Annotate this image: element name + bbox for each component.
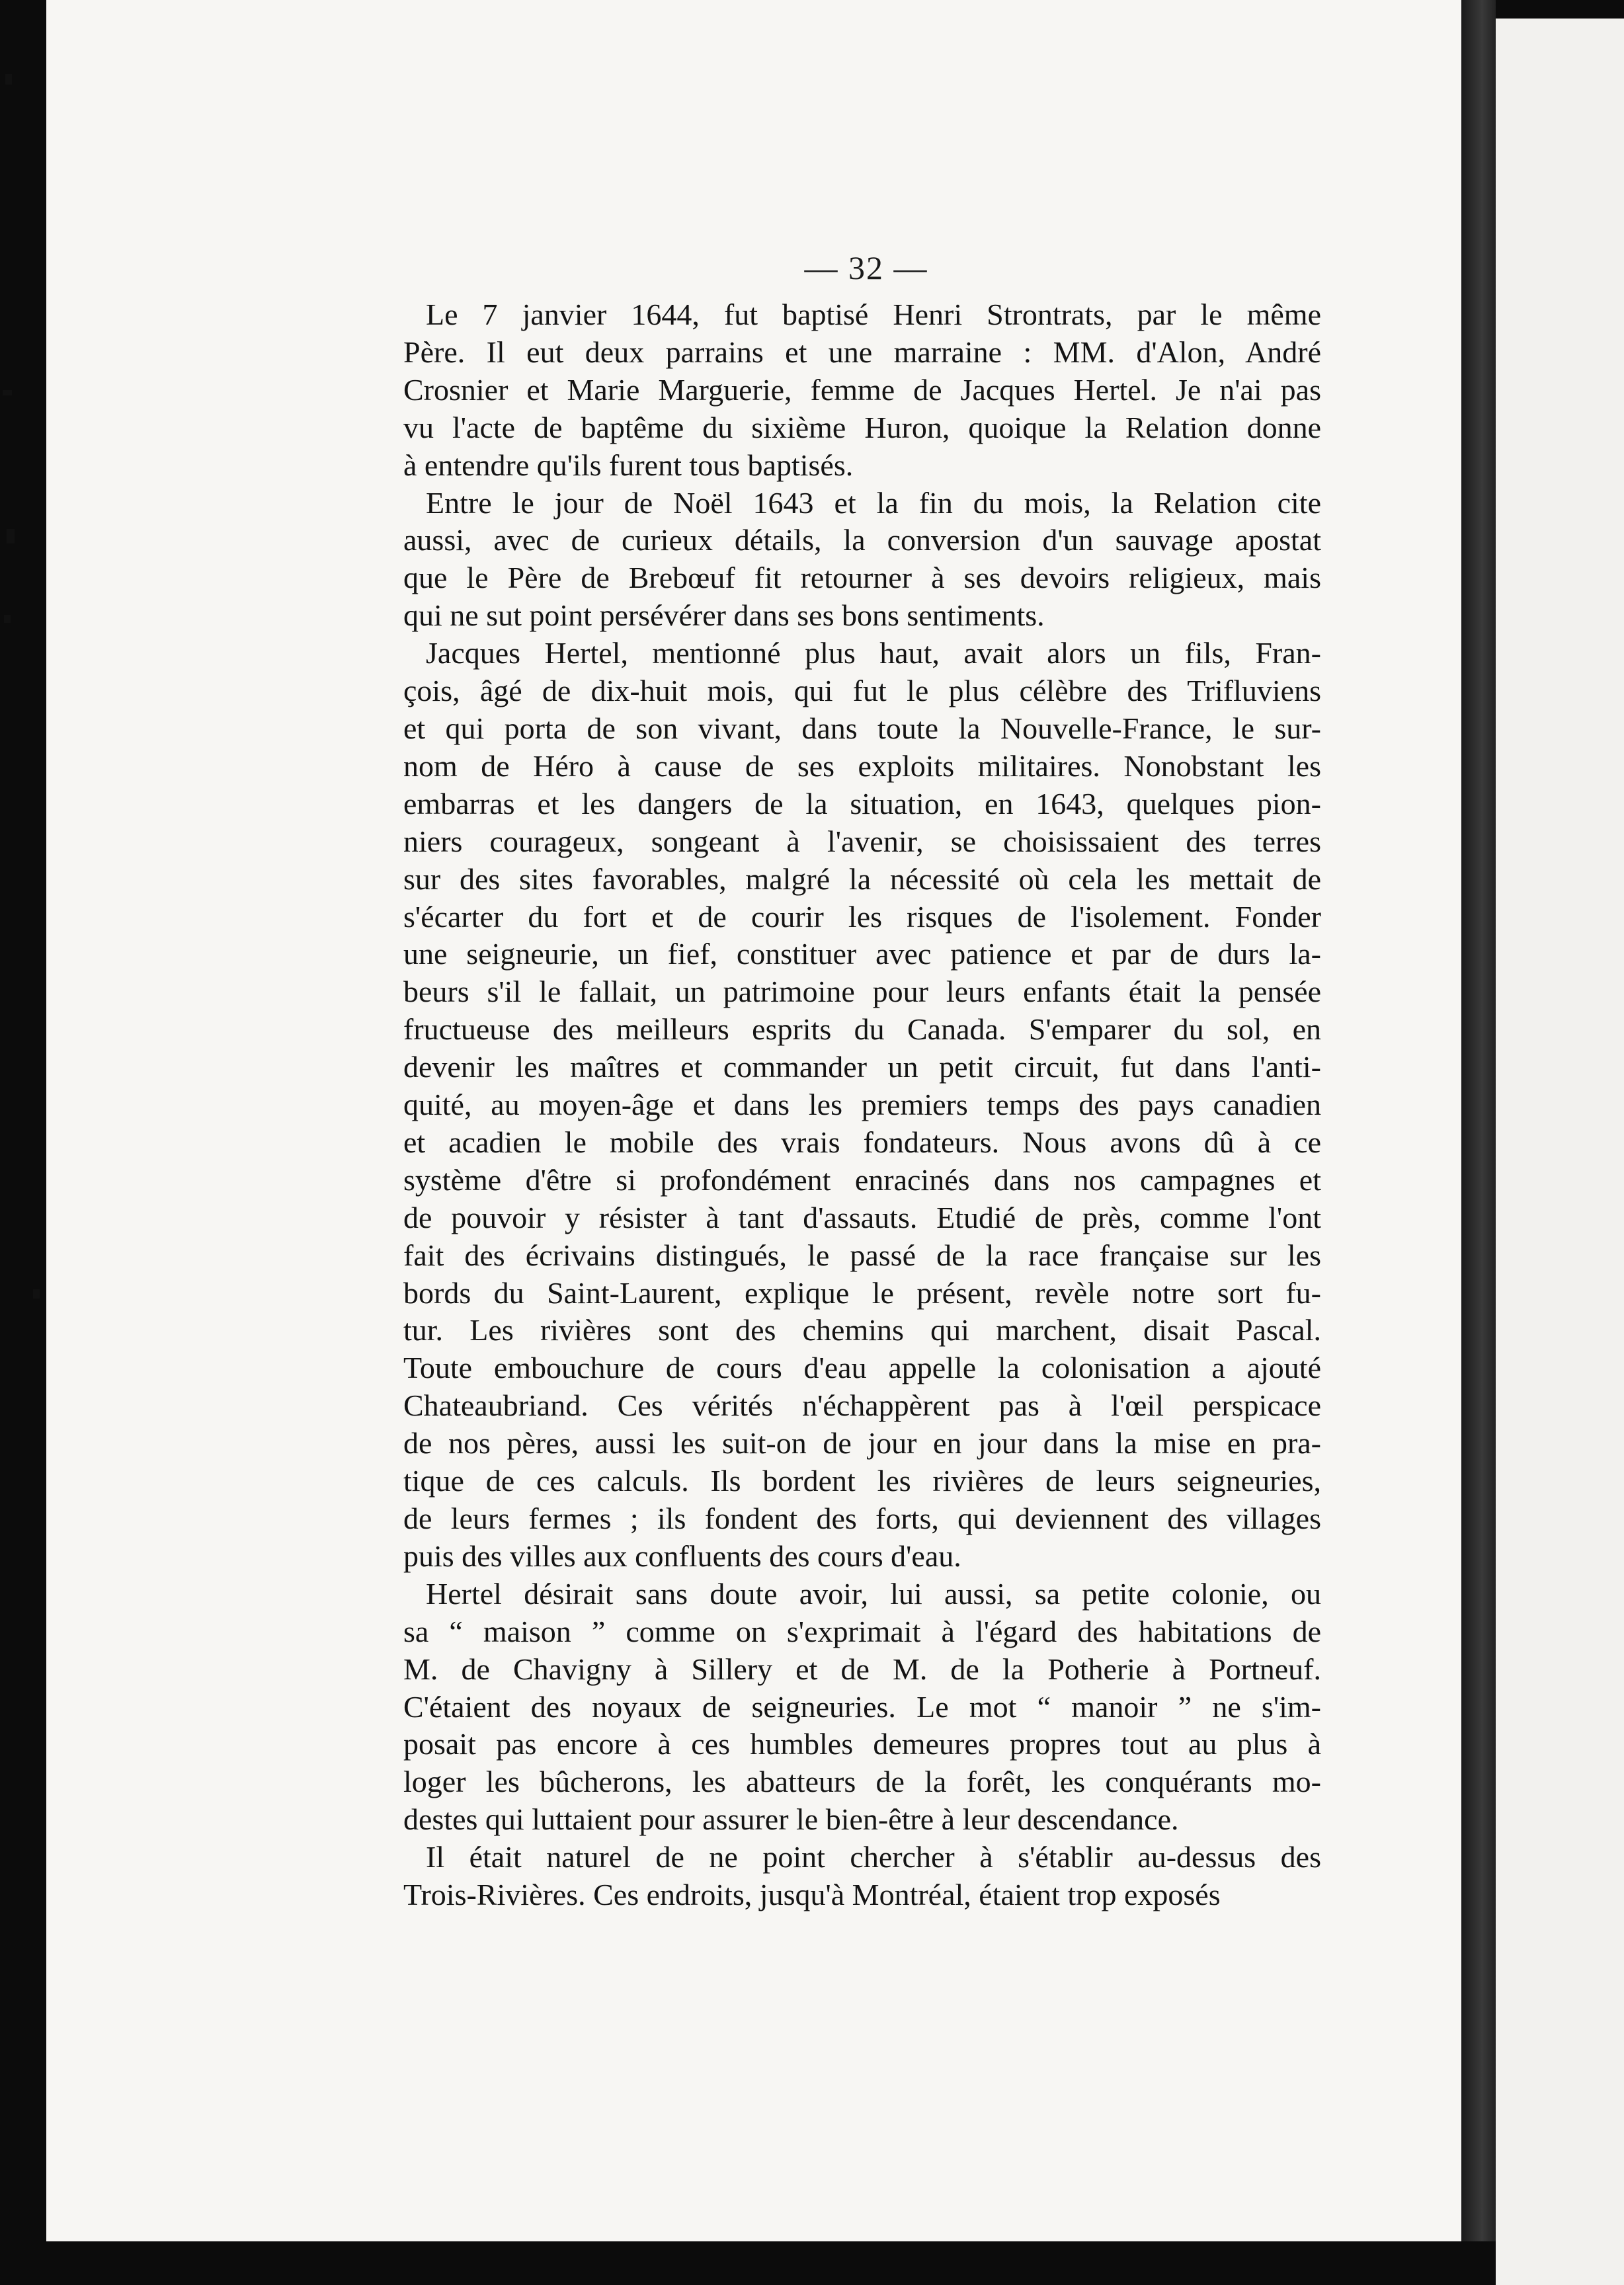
text-line: puis des villes aux confluents des cours d'eau. xyxy=(403,1539,961,1573)
text-line: à entendre qu'ils furent tous baptisés. xyxy=(403,448,854,482)
text-line: aussi, avec de curieux détails, la conversion d'un sauvage apostat xyxy=(403,523,1321,557)
scan-speck xyxy=(3,390,12,395)
text-line: çois, âgé de dix-huit mois, qui fut le plus célèbre des Trifluviens xyxy=(403,674,1321,708)
text-line: que le Père de Brebœuf fit retourner à ses devoirs religieux, mais xyxy=(403,561,1321,595)
scan-speck xyxy=(7,529,15,543)
text-line: de pouvoir y résister à tant d'assauts. Etudié de près, comme l'ont xyxy=(403,1200,1321,1234)
scan-speck xyxy=(5,74,12,85)
text-line: M. de Chavigny à Sillery et de M. de la Potherie à Portneuf. xyxy=(403,1652,1321,1686)
text-line: posait pas encore à ces humbles demeures propres tout au plus à xyxy=(403,1727,1321,1761)
text-line: niers courageux, songeant à l'avenir, se choisissaient des terres xyxy=(403,824,1321,858)
paragraph xyxy=(403,485,1321,635)
text-line: et qui porta de son vivant, dans toute la Nouvelle-France, le sur- xyxy=(403,711,1321,745)
text-line: système d'être si profondément enracinés dans nos campagnes et xyxy=(403,1162,1321,1197)
paragraph xyxy=(403,1576,1321,1839)
text-line: Toute embouchure de cours d'eau appelle la colonisation a ajouté xyxy=(403,1351,1321,1385)
text-line: de leurs fermes ; ils fondent des forts, qui deviennent des villages xyxy=(403,1502,1321,1535)
text-line: Jacques Hertel, mentionné plus haut, avait alors un fils, Fran- xyxy=(426,636,1321,670)
text-line: sur des sites favorables, malgré la nécessité où cela les mettait de xyxy=(403,862,1321,896)
text-line: C'étaient des noyaux de seigneuries. Le mot “ manoir ” ne s'im- xyxy=(403,1689,1321,1724)
text-line: devenir les maîtres et commander un petit circuit, fut dans l'anti- xyxy=(403,1050,1321,1084)
text-line: Trois-Rivières. Ces endroits, jusqu'à Montréal, étaient trop exposés xyxy=(403,1878,1221,1912)
paragraph xyxy=(403,1839,1321,1914)
text-line: Crosnier et Marie Marguerie, femme de Jacques Hertel. Je n'ai pas xyxy=(403,372,1321,407)
adjacent-page-edge xyxy=(1496,19,1624,2285)
text-line: Chateaubriand. Ces vérités n'échappèrent pas à l'œil perspicace xyxy=(403,1388,1321,1423)
text-line: vu l'acte de baptême du sixième Huron, quoique la Relation donne xyxy=(403,410,1321,444)
text-line: Le 7 janvier 1644, fut baptisé Henri Strontrats, par le même xyxy=(426,298,1321,331)
text-line: nom de Héro à cause de ses exploits militaires. Nonobstant les xyxy=(403,748,1321,783)
text-line: tur. Les rivières sont des chemins qui marchent, disait Pascal. xyxy=(403,1313,1321,1347)
text-line: bords du Saint-Laurent, explique le présent, revèle notre sort fu- xyxy=(403,1275,1321,1310)
text-line: quité, au moyen-âge et dans les premiers temps des pays canadien xyxy=(403,1088,1321,1122)
text-line: une seigneurie, un fief, constituer avec patience et par de durs la- xyxy=(403,937,1321,971)
scan-speck xyxy=(4,615,11,623)
text-line: destes qui luttaient pour assurer le bien-être à leur descendance. xyxy=(403,1802,1179,1837)
text-line: tique de ces calculs. Ils bordent les rivières de leurs seigneuries, xyxy=(403,1464,1321,1498)
text-line: s'écarter du fort et de courir les risques de l'isolement. Fonder xyxy=(403,899,1321,934)
text-line: Entre le jour de Noël 1643 et la fin du mois, la Relation cite xyxy=(426,485,1321,520)
text-line: Hertel désirait sans doute avoir, lui aussi, sa petite colonie, ou xyxy=(426,1576,1321,1611)
paragraph xyxy=(403,635,1321,1576)
paragraph xyxy=(403,296,1321,485)
text-line: embarras et les dangers de la situation, en 1643, quelques pion- xyxy=(403,786,1321,821)
text-line: et acadien le mobile des vrais fondateurs. Nous avons dû à ce xyxy=(403,1125,1321,1159)
text-line: sa “ maison ” comme on s'exprimait à l'égard des habitations de xyxy=(403,1614,1321,1648)
text-line: qui ne sut point persévérer dans ses bons sentiments. xyxy=(403,598,1045,633)
page-number: — 32 — xyxy=(804,249,928,286)
body-text xyxy=(403,296,1321,1914)
text-line: Il était naturel de ne point chercher à s'établir au-dessus des xyxy=(426,1840,1321,1874)
text-line: beurs s'il le fallait, un patrimoine pour leurs enfants était la pensée xyxy=(403,975,1321,1009)
scan-speck xyxy=(33,1289,40,1299)
text-line: loger les bûcherons, les abatteurs de la forêt, les conquérants mo- xyxy=(403,1765,1321,1799)
text-line: fait des écrivains distingués, le passé de la race française sur les xyxy=(403,1238,1321,1272)
binding-gutter xyxy=(1461,0,1496,2241)
text-line: de nos pères, aussi les suit-on de jour en jour dans la mise en pra- xyxy=(403,1426,1321,1461)
text-line: fructueuse des meilleurs esprits du Canada. S'emparer du sol, en xyxy=(403,1012,1321,1047)
text-line: Père. Il eut deux parrains et une marraine : MM. d'Alon, André xyxy=(403,335,1321,369)
